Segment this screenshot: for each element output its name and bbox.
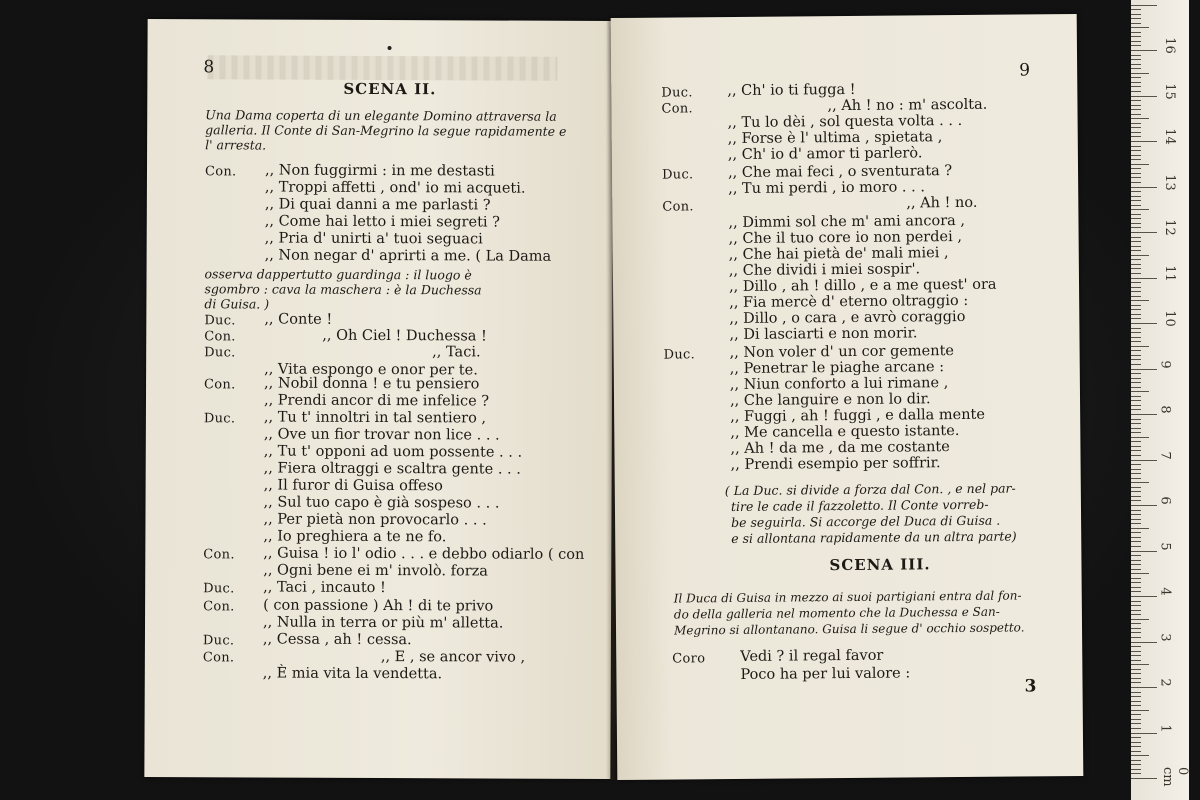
ruler-tick: [1131, 387, 1141, 388]
ruler-number: 3: [1157, 632, 1173, 642]
ruler-tick: [1131, 678, 1141, 679]
ruler-tick: [1131, 141, 1157, 142]
ruler-number: 1: [1157, 723, 1173, 733]
ruler-tick: [1131, 278, 1157, 279]
scene-title: SCENA III.: [829, 555, 931, 575]
speaker-label: Duc.: [204, 345, 236, 361]
ruler-tick: [1131, 532, 1141, 533]
dialogue-line: ,, Ove un fior trovar non lice . . .: [263, 426, 500, 444]
ruler-tick: [1131, 414, 1157, 415]
ruler-tick: [1131, 478, 1141, 479]
ruler-tick: [1131, 473, 1141, 474]
ruler-tick: [1131, 541, 1141, 542]
ruler-tick: [1131, 564, 1141, 565]
speaker-label: Con.: [662, 199, 694, 215]
ruler-tick: [1131, 364, 1141, 365]
ruler-tick: [1131, 305, 1141, 306]
ruler-tick: [1131, 259, 1141, 260]
ruler-tick: [1131, 614, 1141, 615]
ruler-tick: [1131, 300, 1149, 301]
dialogue-line: ,, Tu t' innoltri in tal sentiero ,: [263, 409, 487, 427]
ruler-tick: [1131, 760, 1141, 761]
speaker-label: Con.: [661, 101, 694, 117]
ruler-tick: [1131, 214, 1141, 215]
ruler-tick: [1131, 669, 1141, 670]
ruler-tick: [1131, 742, 1141, 743]
dialogue-line: sgombro : cava la maschera : è la Duchessa: [204, 281, 482, 298]
ruler-tick: [1131, 337, 1141, 338]
ruler-tick: [1131, 428, 1141, 429]
ruler-tick: [1131, 205, 1141, 206]
dialogue-line: ,, Che languire e non lo dir.: [729, 391, 931, 410]
ruler-tick: [1131, 769, 1141, 770]
ruler-tick: [1131, 96, 1157, 97]
speaker-label: Duc.: [203, 581, 235, 597]
dialogue-line: ,, Vita espongo e onor per te.: [264, 361, 478, 379]
ruler-tick: [1131, 610, 1141, 611]
ruler-number: 5: [1157, 541, 1173, 551]
ruler-tick: [1131, 36, 1141, 37]
dialogue-line: ,, Io preghiera a te ne fo.: [263, 528, 447, 546]
ruler-tick: [1131, 173, 1141, 174]
ruler-tick: [1131, 692, 1141, 693]
ruler-tick: [1131, 218, 1141, 219]
scene-title: SCENA II.: [343, 79, 437, 99]
dialogue-line: ,, Prendi ancor di me infelice ?: [263, 392, 490, 410]
ruler-tick: [1131, 419, 1141, 420]
ruler-tick: [1131, 391, 1149, 392]
ruler-tick: [1131, 446, 1141, 447]
dialogue-line: ,, Taci.: [432, 344, 481, 361]
dialogue-line: ,, Ah ! no : m' ascolta.: [827, 96, 988, 115]
ruler-tick: [1131, 687, 1157, 688]
dialogue-line: ,, Non voler d' un cor gemente: [729, 343, 955, 362]
ruler-tick: [1131, 223, 1141, 224]
ruler-number: 14: [1161, 128, 1177, 145]
ruler-tick: [1131, 660, 1141, 661]
ruler-tick: [1131, 637, 1141, 638]
ruler-tick: [1131, 309, 1141, 310]
ruler-number: 8: [1157, 405, 1173, 414]
dialogue-line: osserva dappertutto guardinga : il luogo è: [204, 266, 472, 283]
dialogue-line: ,, Dillo , ah ! dillo , e a me quest' ora: [728, 276, 997, 296]
ruler-tick: [1131, 264, 1141, 265]
stage-direction-line: e si allontana rapidamente da un altra parte): [731, 528, 1017, 547]
ruler-tick: [1131, 100, 1141, 101]
ruler-tick: [1131, 382, 1141, 383]
ruler-tick: [1131, 519, 1141, 520]
ruler-tick: [1131, 250, 1141, 251]
ruler-tick: [1131, 155, 1141, 156]
ruler-tick: [1131, 723, 1141, 724]
speaker-label: Con.: [204, 377, 236, 393]
ruler-tick: [1131, 423, 1141, 424]
ruler-tick: [1131, 573, 1149, 574]
page-number: 8: [203, 57, 215, 78]
ruler-tick: [1131, 378, 1141, 379]
ruler-tick: [1131, 209, 1149, 210]
ruler-tick: [1131, 373, 1141, 374]
dialogue-line: ,, Fuggi , ah ! fuggi , e dalla mente: [730, 406, 985, 426]
ruler-tick: [1131, 719, 1141, 720]
dialogue-line: ,, Niun conforto a lui rimane ,: [729, 375, 949, 394]
ruler-tick: [1131, 146, 1141, 147]
ruler-tick: [1131, 751, 1141, 752]
ruler-tick: [1131, 651, 1141, 652]
ruler-tick: [1131, 241, 1141, 242]
ruler-tick: [1131, 77, 1141, 78]
ruler-tick: [1131, 346, 1149, 347]
ruler-tick: [1131, 441, 1141, 442]
dialogue-line: ,, Fiera oltraggi e scaltra gente . . .: [263, 460, 521, 478]
stage-direction-line: be seguirla. Si accorge del Duca di Guisa .: [731, 512, 1001, 531]
ruler-tick: [1131, 432, 1141, 433]
ruler-tick: [1131, 455, 1141, 456]
ruler-tick: [1131, 537, 1141, 538]
ruler-tick: [1131, 778, 1157, 779]
ruler-tick: [1131, 733, 1157, 734]
ruler-tick: [1131, 182, 1141, 183]
dialogue-line: ,, Fia mercè d' eterno oltraggio :: [729, 292, 969, 312]
speaker-label: Con.: [202, 650, 235, 666]
ruler-number: 12: [1161, 219, 1177, 236]
ruler-tick: [1131, 14, 1141, 15]
ruler-tick: [1131, 514, 1141, 515]
dialogue-line: ,, Ah ! da me , da me costante: [730, 439, 950, 458]
dialogue-line: ,, Dillo , o cara , e avrò coraggio: [729, 308, 966, 328]
ruler-tick: [1131, 187, 1157, 188]
ruler-tick: [1131, 546, 1141, 547]
ruler-tick: [1131, 5, 1157, 6]
ruler-tick: [1131, 369, 1157, 370]
dialogue-line: ,, È mia vita la vendetta.: [262, 665, 443, 683]
ruler-tick: [1131, 109, 1141, 110]
ruler-number: 9: [1157, 359, 1173, 369]
ruler-tick: [1131, 591, 1141, 592]
speaker-label: Duc.: [203, 411, 236, 427]
ruler-tick: [1131, 632, 1141, 633]
ruler-tick: [1131, 682, 1141, 683]
ruler-tick: [1131, 23, 1141, 24]
ruler-tick: [1131, 355, 1141, 356]
ruler-tick: [1131, 623, 1141, 624]
speaker-label: Con.: [204, 164, 237, 180]
ruler-tick: [1131, 773, 1141, 774]
ruler-tick: [1131, 105, 1141, 106]
ruler-tick: [1131, 341, 1141, 342]
ruler-tick: [1131, 642, 1157, 643]
ruler-tick: [1131, 460, 1157, 461]
dialogue-line: ,, Nulla in terra or più m' alletta.: [262, 614, 504, 632]
ruler-number: 10: [1161, 310, 1177, 327]
ruler-tick: [1131, 746, 1141, 747]
ruler-tick: [1131, 350, 1141, 351]
ruler-tick: [1131, 587, 1141, 588]
ruler-tick: [1131, 168, 1141, 169]
dialogue-line: ,, Forse è l' ultima , spietata ,: [727, 129, 943, 148]
ruler-number: 11: [1161, 264, 1177, 282]
ruler-tick: [1131, 491, 1141, 492]
ruler-tick: [1131, 469, 1141, 470]
ruler-tick: [1131, 710, 1149, 711]
left-page: [144, 19, 613, 779]
dialogue-line: ,, Dimmi sol che m' ami ancora ,: [728, 212, 966, 232]
ruler-tick: [1131, 578, 1141, 579]
ruler-tick: [1131, 328, 1141, 329]
dialogue-line: ,, Tu mi perdi , io moro . . .: [728, 179, 926, 198]
dialogue-line: ,, Pria d' unirti a' tuoi seguaci: [264, 230, 483, 248]
ruler-number: 13: [1161, 173, 1177, 191]
dialogue-line: ,, Di quai danni a me parlasti ?: [264, 196, 491, 214]
ruler-tick: [1131, 273, 1141, 274]
ruler-tick: [1131, 755, 1149, 756]
ruler-tick: [1131, 505, 1157, 506]
speaker-label: Duc.: [661, 85, 693, 101]
ruler-tick: [1131, 282, 1141, 283]
ruler-tick: [1131, 32, 1141, 33]
ruler-tick: [1131, 68, 1141, 69]
ruler-tick: [1131, 496, 1141, 497]
speaker-label: Duc.: [204, 313, 236, 329]
stage-direction-line: Il Duca di Guisa in mezzo ai suoi partigiani entra dal fon-: [673, 588, 1022, 606]
ruler-number: 6: [1157, 496, 1173, 505]
dialogue-line: ,, Ch' io ti fugga !: [727, 81, 856, 100]
chorus-line: Poco ha per lui valore :: [740, 665, 911, 683]
ruler-tick: [1131, 359, 1141, 360]
ruler-tick: [1131, 41, 1141, 42]
dialogue-line: ,, Nobil donna ! e tu pensiero: [264, 375, 480, 393]
ruler-tick: [1131, 664, 1149, 665]
ruler-tick: [1131, 123, 1141, 124]
dialogue-line: ,, Taci , incauto !: [263, 579, 386, 597]
ruler-tick: [1131, 200, 1141, 201]
ruler-tick: [1131, 237, 1141, 238]
ruler-tick: [1131, 91, 1141, 92]
ruler-tick: [1131, 450, 1141, 451]
ruler-tick: [1131, 409, 1141, 410]
ruler-tick: [1131, 296, 1141, 297]
ruler-number: 4: [1157, 587, 1173, 596]
stage-direction-line: do della galleria nel momento che la Duchessa e San-: [673, 604, 1000, 622]
ruler-tick: [1131, 764, 1141, 765]
ruler-tick: [1131, 159, 1141, 160]
ruler-tick: [1131, 287, 1141, 288]
dialogue-line: ,, Per pietà non provocarlo . . .: [263, 511, 487, 529]
ruler-number: 15: [1161, 82, 1177, 100]
right-page: [611, 14, 1084, 780]
dialogue-line: ,, Di lasciarti e non morir.: [729, 325, 918, 344]
ruler-tick: [1131, 127, 1141, 128]
ruler-tick: [1131, 569, 1141, 570]
ruler-tick: [1131, 114, 1141, 115]
ruler-tick: [1131, 500, 1141, 501]
ruler-tick: [1131, 582, 1141, 583]
dialogue-line: ,, Guisa ! io l' odio . . . e debbo odiarlo ( con: [263, 545, 585, 563]
dialogue-line: ,, Prendi esempio per soffrir.: [730, 455, 941, 474]
dialogue-line: ,, Come hai letto i miei segreti ?: [264, 213, 500, 231]
ruler-tick: [1131, 323, 1157, 324]
ruler-tick: [1131, 596, 1157, 597]
ruler-tick: [1131, 246, 1141, 247]
ruler-tick: [1131, 291, 1141, 292]
ruler-tick: [1131, 255, 1149, 256]
printer-dot: [388, 46, 392, 50]
ruler-tick: [1131, 628, 1141, 629]
dialogue-line: ,, Sul tuo capo è già sospeso . . .: [263, 494, 500, 512]
ruler-tick: [1131, 619, 1149, 620]
ruler-tick: [1131, 601, 1141, 602]
ruler-tick: [1131, 482, 1149, 483]
ruler-number: 0 cm: [1160, 767, 1190, 787]
dialogue-line: ,, Il furor di Guisa offeso: [263, 477, 443, 495]
ruler-tick: [1131, 551, 1157, 552]
ruler-tick: [1131, 528, 1149, 529]
ruler-tick: [1131, 132, 1141, 133]
speaker-label: Duc.: [661, 167, 694, 183]
dialogue-line: ,, Che dividi i miei sospir'.: [728, 261, 921, 280]
stage-direction: Una Dama coperta di un elegante Domino attraversa la galleria. Il Conte di San-Megrino la segue rapidamente e l' arresta.: [205, 107, 567, 153]
ruler-tick: [1131, 464, 1141, 465]
ruler-tick: [1131, 646, 1141, 647]
stage-direction-line: Megrino si allontanano. Guisa li segue d' occhio sospetto.: [673, 620, 1025, 638]
speaker-label: Duc.: [663, 347, 696, 363]
ruler-tick: [1131, 510, 1141, 511]
ruler-tick: [1131, 86, 1141, 87]
dialogue-line: ,, Che hai pietà de' mali miei ,: [728, 245, 949, 264]
ruler-tick: [1131, 405, 1141, 406]
ruler-tick: [1131, 560, 1141, 561]
ruler-tick: [1131, 64, 1141, 65]
ruler-tick: [1131, 191, 1141, 192]
ruler-tick: [1131, 728, 1141, 729]
speaker-label: Con.: [203, 547, 235, 563]
ruler-number: 16: [1161, 37, 1177, 54]
ruler-tick: [1131, 59, 1141, 60]
speaker-label: Coro: [672, 651, 706, 667]
dialogue-line: ,, Non negar d' aprirti a me. ( La Dama: [264, 247, 552, 265]
ruler-tick: [1131, 673, 1141, 674]
ruler-tick: [1131, 400, 1141, 401]
dialogue-line: ,, Che il tuo core io non perdei ,: [728, 228, 963, 248]
ruler-tick: [1131, 555, 1141, 556]
ruler-tick: [1131, 232, 1157, 233]
ruler-tick: [1131, 701, 1141, 702]
dialogue-line: ( con passione ) Ah ! di te privo: [263, 597, 494, 615]
chorus-line: Vedi ? il regal favor: [740, 647, 884, 665]
ruler-tick: [1131, 605, 1141, 606]
ruler-tick: [1131, 196, 1141, 197]
dialogue-line: ,, Penetrar le piaghe arcane :: [729, 359, 945, 378]
ruler-tick: [1131, 136, 1141, 137]
ruler-tick: [1131, 55, 1141, 56]
dialogue-line: ,, Ch' io d' amor ti parlerò.: [727, 145, 923, 164]
ruler-tick: [1131, 737, 1141, 738]
ruler-tick: [1131, 396, 1141, 397]
ruler-tick: [1131, 150, 1141, 151]
ruler-tick: [1131, 73, 1149, 74]
signature-mark: 3: [1024, 676, 1037, 697]
measuring-ruler: [1131, 0, 1189, 800]
ruler-tick: [1131, 714, 1141, 715]
speaker-label: Con.: [204, 329, 236, 345]
stage-direction-line: tire le cade il fazzoletto. Il Conte vorreb-: [730, 496, 989, 515]
ruler-tick: [1131, 332, 1141, 333]
ruler-number: 7: [1157, 450, 1173, 460]
dialogue-line: ,, Ogni bene ei m' involò. forza: [263, 562, 488, 580]
ruler-tick: [1131, 696, 1141, 697]
ruler-tick: [1131, 227, 1141, 228]
ruler-tick: [1131, 45, 1141, 46]
stage-direction-line: ( La Duc. si divide a forza dal Con. , e nel par-: [724, 480, 1016, 499]
ruler-tick: [1131, 318, 1141, 319]
ruler-tick: [1131, 705, 1141, 706]
dialogue-line: ,, Tu t' opponi ad uom possente . . .: [263, 443, 523, 461]
dialogue-line: ,, E , se ancor vivo ,: [380, 649, 526, 666]
ruler-tick: [1131, 118, 1149, 119]
ruler-number: 2: [1157, 678, 1173, 687]
header-ornament: [207, 55, 557, 81]
page-number: 9: [1019, 60, 1031, 81]
dialogue-line: di Guisa. ): [204, 296, 270, 312]
ruler-tick: [1131, 164, 1149, 165]
dialogue-line: ,, Conte !: [264, 311, 333, 328]
ruler-tick: [1131, 9, 1141, 10]
dialogue-line: ,, Oh Ciel ! Duchessa !: [322, 327, 487, 345]
ruler-tick: [1131, 18, 1141, 19]
ruler-tick: [1131, 177, 1141, 178]
ruler-tick: [1131, 487, 1141, 488]
ruler-tick: [1131, 82, 1141, 83]
dialogue-line: ,, Non fuggirmi : in me destasti: [264, 162, 495, 180]
dialogue-line: ,, Cessa , ah ! cessa.: [262, 631, 412, 649]
ruler-tick: [1131, 437, 1149, 438]
ruler-tick: [1131, 314, 1141, 315]
ruler-tick: [1131, 523, 1141, 524]
ruler-tick: [1131, 268, 1141, 269]
dialogue-line: ,, Ah ! no.: [906, 194, 978, 212]
dialogue-line: ,, Me cancella e questo istante.: [730, 423, 960, 442]
ruler-tick: [1131, 50, 1157, 51]
ruler-tick: [1131, 655, 1141, 656]
dialogue-line: ,, Tu lo dèi , sol questa volta . . .: [727, 112, 963, 132]
dialogue-line: ,, Che mai feci , o sventurata ?: [727, 163, 953, 182]
speaker-label: Con.: [203, 599, 235, 615]
ruler-tick: [1131, 27, 1149, 28]
speaker-label: Duc.: [202, 633, 235, 649]
dialogue-line: ,, Troppi affetti , ond' io mi acqueti.: [264, 179, 526, 197]
